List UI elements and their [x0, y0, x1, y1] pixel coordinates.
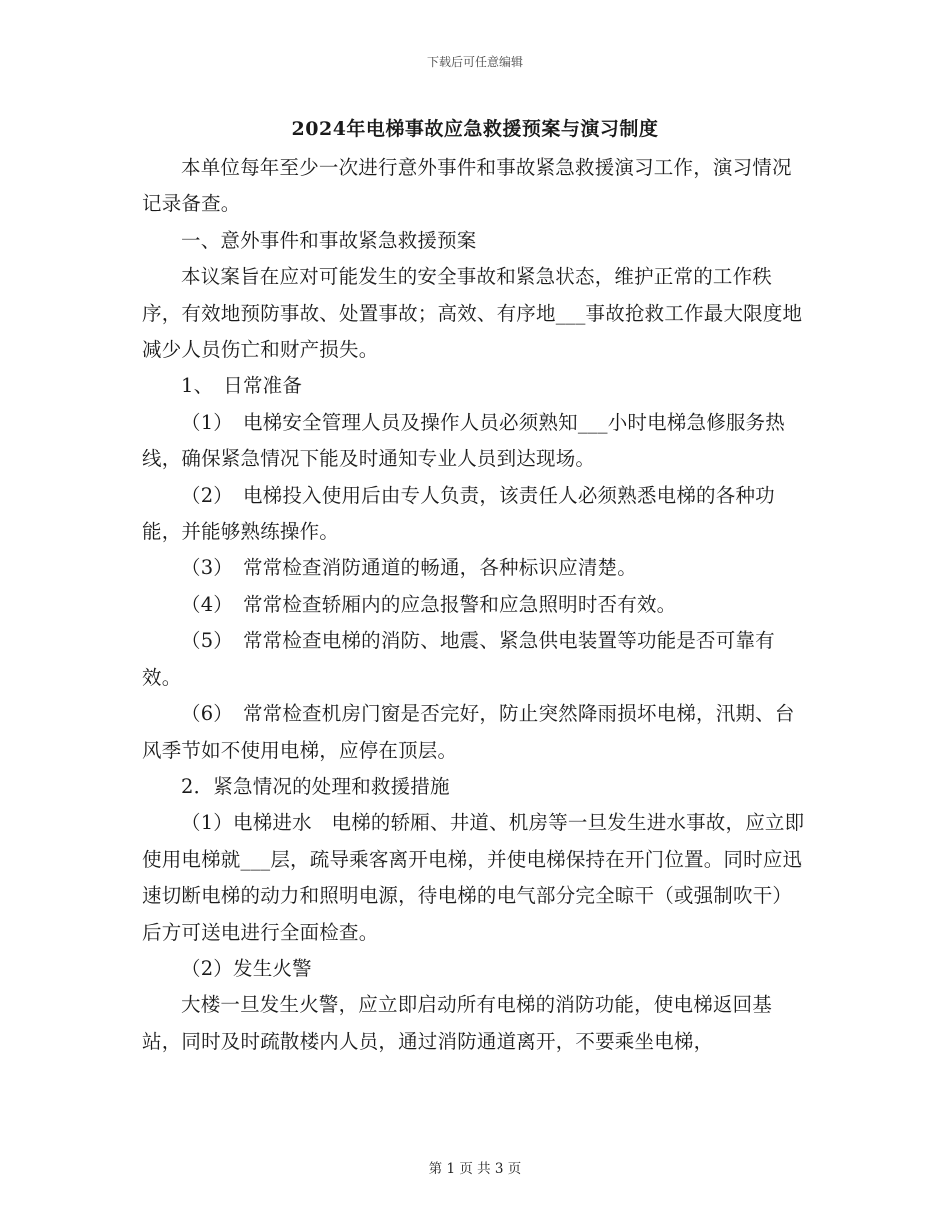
section-heading: 一、意外事件和事故紧急救援预案 [181, 228, 477, 252]
list-item: （3） 常常检查消防通道的畅通，各种标识应清楚。 [181, 556, 637, 580]
page-number: 第 1 页 共 3 页 [428, 1161, 522, 1177]
paragraph: 本议案旨在应对可能发生的安全事故和紧急状态，维护正常的工作秩序，有效地预防事故、处置事故；高效、有序地___事故抢救工作最大限度地减少人员伤亡和财产损失。 [142, 265, 803, 362]
page-header-note: 下载后可任意编辑 [426, 55, 523, 69]
document-body [142, 150, 808, 1060]
paragraph: 大楼一旦发生火警，应立即启动所有电梯的消防功能，使电梯返回基站，同时及时疏散楼内人员，通过消防通道离开，不要乘坐电梯， [142, 993, 773, 1053]
list-item: （6） 常常检查机房门窗是否完好，防止突然降雨损坏电梯，汛期、台风季节如不使用电梯，应停在顶层。 [142, 702, 795, 762]
paragraph: 本单位每年至少一次进行意外事件和事故紧急救援演习工作，演习情况记录备查。 [142, 156, 792, 216]
list-item: （1）电梯进水 电梯的轿厢、井道、机房等一旦发生进水事故，应立即使用电梯就___层，疏导乘客离开电梯，并使电梯保持在开门位置。同时应迅速切断电梯的动力和照明电源，待电梯的电气部分完全晾干（或强制吹干）后方可送电进行全面检查。 [142, 811, 805, 944]
list-item: （1） 电梯安全管理人员及操作人员必须熟知___小时电梯急修服务热线，确保紧急情况下能及时通知专业人员到达现场。 [142, 410, 786, 471]
document-title: 2024年电梯事故应急救援预案与演习制度 [291, 118, 659, 140]
subsection-heading: 2．紧急情况的处理和救援措施 [181, 774, 450, 798]
subsection-heading: 1、 日常准备 [181, 374, 303, 398]
list-item: （4） 常常检查轿厢内的应急报警和应急照明时否有效。 [181, 592, 677, 616]
list-item: （2） 电梯投入使用后由专人负责，该责任人必须熟悉电梯的各种功能，并能够熟练操作。 [142, 483, 775, 544]
list-item: （5） 常常检查电梯的消防、地震、紧急供电装置等功能是否可靠有效。 [142, 629, 775, 689]
list-item: （2）发生火警 [181, 956, 312, 980]
